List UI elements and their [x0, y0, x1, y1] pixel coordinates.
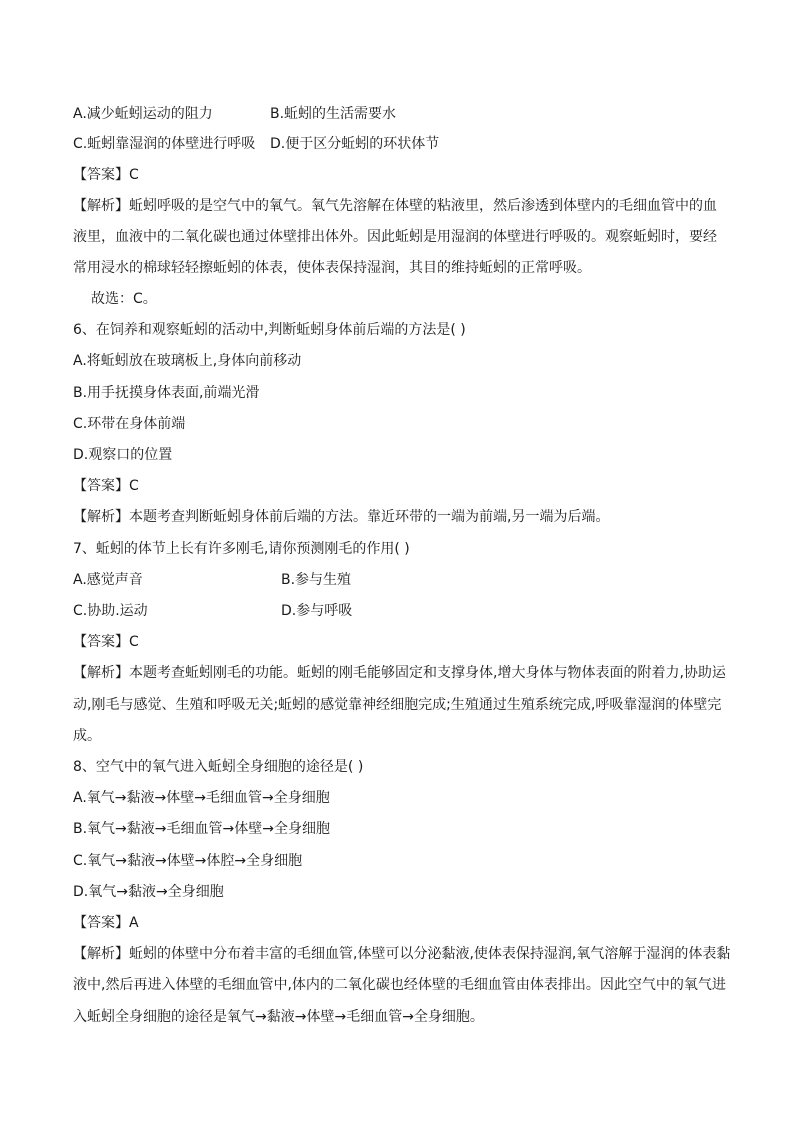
q6-option-b: B.用手抚摸身体表面,前端光滑: [73, 385, 260, 401]
q7-analysis-line-2: 动,刚毛与感觉、生殖和呼吸无关;蚯蚓的感觉靠神经细胞完成;生殖通过生殖系统完成,呼吸靠湿润的体壁完: [73, 697, 722, 713]
q6-option-d: D.观察口的位置: [73, 447, 173, 463]
q5-option-c: C.蚯蚓靠湿润的体壁进行呼吸: [73, 136, 256, 152]
q6-stem: 6、在饲养和观察蚯蚓的活动中,判断蚯蚓身体前后端的方法是( ): [73, 322, 466, 338]
q5-options-row-1: [73, 105, 397, 123]
q7-answer: 【答案】C: [73, 634, 139, 650]
q6-option-a: A.将蚯蚓放在玻璃板上,身体向前移动: [73, 353, 302, 369]
q5-option-d: D.便于区分蚯蚓的环状体节: [270, 136, 440, 152]
q8-option-b: B.氧气→黏液→毛细血管→体壁→全身细胞: [73, 821, 330, 837]
q7-options-row-1: [73, 571, 352, 589]
q8-analysis-line-3: 入蚯蚓全身细胞的途径是氧气→黏液→体壁→毛细血管→全身细胞。: [73, 1009, 484, 1025]
q5-option-b: B.蚯蚓的生活需要水: [270, 106, 397, 122]
q7-analysis-line-1: 【解析】本题考查蚯蚓刚毛的功能。蚯蚓的刚毛能够固定和支撑身体,增大身体与物体表面的附着力,协助运: [73, 665, 726, 681]
q7-analysis-line-3: 成。: [73, 728, 101, 744]
q8-option-a: A.氧气→黏液→体壁→毛细血管→全身细胞: [73, 790, 330, 806]
q7-option-a: A.感觉声音: [73, 572, 143, 588]
q8-option-d: D.氧气→黏液→全身细胞: [73, 884, 224, 900]
q5-option-a: A.减少蚯蚓运动的阻力: [73, 106, 213, 122]
q6-option-c: C.环带在身体前端: [73, 416, 186, 432]
q5-analysis-line-1: 【解析】蚯蚓呼吸的是空气中的氧气。氧气先溶解在体壁的粘液里，然后渗透到体壁内的毛细血管中的血: [73, 198, 717, 214]
q6-analysis-line-1: 【解析】本题考查判断蚯蚓身体前后端的方法。靠近环带的一端为前端,另一端为后端。: [73, 509, 610, 525]
q7-option-d: D.参与呼吸: [281, 603, 353, 619]
q7-options-row-2: [73, 602, 353, 620]
q5-options-row-2: [73, 135, 440, 153]
q8-answer: 【答案】A: [73, 915, 139, 931]
q8-analysis-line-2: 液中,然后再进入体壁的毛细血管中,体内的二氧化碳也经体壁的毛细血管由体表排出。因此空气中的氧气进: [73, 977, 726, 993]
q5-analysis-line-2: 液里，血液中的二氧化碳也通过体壁排出体外。因此蚯蚓是用湿润的体壁进行呼吸的。观察蚯蚓时，要经: [73, 229, 717, 245]
q7-option-c: C.协助.运动: [73, 603, 148, 619]
q7-option-b: B.参与生殖: [281, 572, 352, 588]
q5-answer: 【答案】C: [73, 167, 139, 183]
q7-stem: 7、蚯蚓的体节上长有许多刚毛,请你预测刚毛的作用( ): [73, 541, 410, 557]
q5-choice: 故选：C。: [91, 291, 157, 307]
q8-option-c: C.氧气→黏液→体壁→体腔→全身细胞: [73, 853, 303, 869]
q5-analysis-line-3: 常用浸水的棉球轻轻擦蚯蚓的体表，使体表保持湿润，其目的维持蚯蚓的正常呼吸。: [73, 260, 591, 276]
q8-stem: 8、空气中的氧气进入蚯蚓全身细胞的途径是( ): [73, 759, 364, 775]
q6-answer: 【答案】C: [73, 478, 139, 494]
q8-analysis-line-1: 【解析】蚯蚓的体壁中分布着丰富的毛细血管,体壁可以分泌黏液,使体表保持湿润,氧气溶解于湿润的体表黏: [73, 946, 731, 962]
